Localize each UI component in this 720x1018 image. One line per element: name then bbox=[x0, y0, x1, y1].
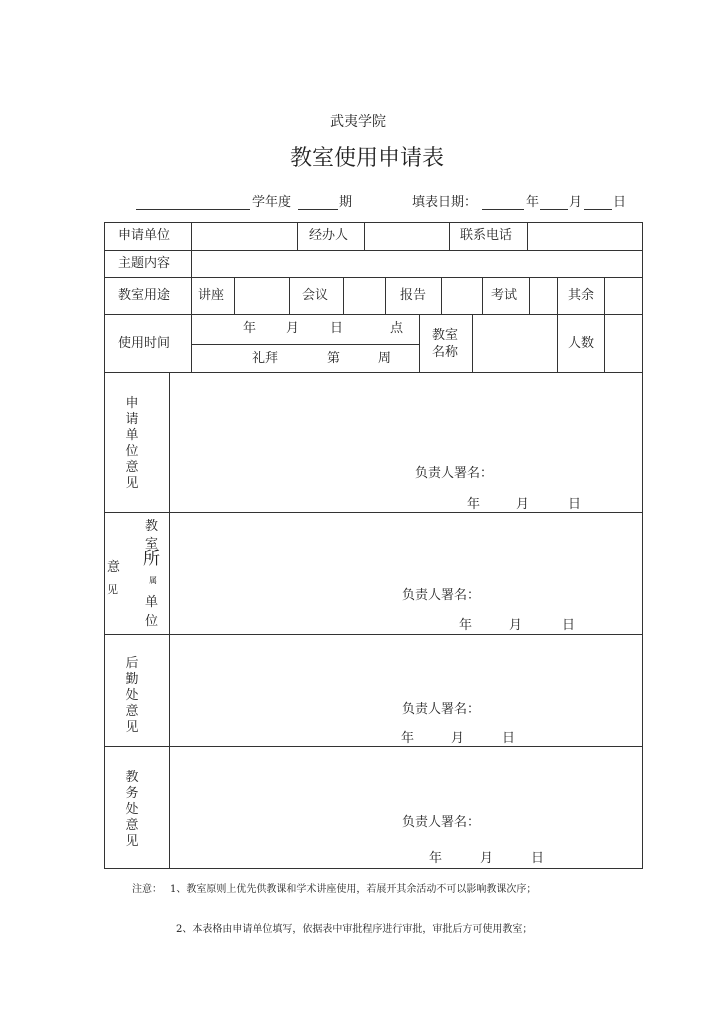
usage-meeting-checkbox[interactable] bbox=[345, 279, 384, 313]
owner-side-2: 见 bbox=[107, 583, 118, 596]
owner-char-1: 教 bbox=[145, 519, 159, 534]
usage-report-checkbox[interactable] bbox=[443, 279, 481, 313]
academic-sign-label: 负责人署名： bbox=[402, 815, 481, 830]
owner-year: 年 bbox=[459, 618, 473, 633]
note-2: 2、本表格由申请单位填写，依据表中审批程序进行审批，审批后方可使用教室； bbox=[176, 924, 533, 935]
usage-option-exam: 考试 bbox=[491, 288, 518, 303]
logistics-year: 年 bbox=[401, 731, 415, 746]
usage-label: 教室用途 bbox=[118, 288, 171, 303]
time-year-label: 年 bbox=[243, 321, 257, 336]
academic-year-blank[interactable] bbox=[136, 209, 250, 210]
fill-month-blank[interactable] bbox=[540, 209, 568, 210]
applicant-sign-label: 负责人署名： bbox=[415, 466, 494, 481]
form-title: 教室使用申请表 bbox=[290, 146, 445, 171]
applicant-opinion-label: 申请单位意见 bbox=[125, 396, 139, 491]
fill-day-blank[interactable] bbox=[584, 209, 612, 210]
logistics-sign-label: 负责人署名： bbox=[402, 702, 481, 717]
owner-char-2: 室 bbox=[145, 537, 159, 552]
contact-phone-label: 联系电话 bbox=[460, 228, 513, 243]
owner-side-1: 意 bbox=[107, 560, 121, 575]
week-label: 礼拜 bbox=[252, 351, 279, 366]
applicant-unit-field[interactable] bbox=[193, 224, 296, 249]
usage-other-checkbox[interactable] bbox=[606, 279, 641, 313]
owner-sign-label: 负责人署名： bbox=[402, 588, 481, 603]
academic-opinion-label: 教务处意见 bbox=[125, 770, 139, 849]
academic-opinion-field[interactable] bbox=[171, 748, 641, 867]
usage-lecture-checkbox[interactable] bbox=[236, 279, 288, 313]
applicant-year: 年 bbox=[467, 497, 481, 512]
institution-name: 武夷学院 bbox=[330, 114, 386, 130]
academic-month: 月 bbox=[480, 851, 494, 866]
academic-year: 年 bbox=[429, 851, 443, 866]
time-hour-label: 点 bbox=[390, 321, 404, 336]
handler-field[interactable] bbox=[366, 224, 448, 249]
owner-char-3: 所 bbox=[143, 549, 160, 569]
usage-option-meeting: 会议 bbox=[302, 288, 329, 303]
time-day-label: 日 bbox=[330, 321, 344, 336]
notes-label: 注意： bbox=[132, 884, 162, 895]
people-count-label: 人数 bbox=[568, 336, 595, 351]
topic-label: 主题内容 bbox=[118, 256, 171, 271]
week-unit-label: 周 bbox=[378, 351, 392, 366]
owner-month: 月 bbox=[509, 618, 523, 633]
fill-date-label: 填表日期： bbox=[412, 195, 478, 210]
fill-month-label: 月 bbox=[569, 195, 583, 210]
owner-char-6: 位 bbox=[145, 614, 159, 629]
owner-char-5: 单 bbox=[145, 595, 159, 610]
usage-option-report: 报告 bbox=[400, 288, 427, 303]
applicant-opinion-field[interactable] bbox=[171, 374, 641, 510]
academic-year-label: 学年度 bbox=[252, 195, 292, 210]
applicant-day: 日 bbox=[568, 497, 582, 512]
usage-exam-checkbox[interactable] bbox=[531, 279, 556, 313]
owner-char-4: 属 bbox=[149, 576, 157, 585]
owner-day: 日 bbox=[562, 618, 576, 633]
term-label: 期 bbox=[339, 195, 353, 210]
logistics-day: 日 bbox=[502, 731, 516, 746]
logistics-opinion-field[interactable] bbox=[171, 636, 641, 744]
logistics-opinion-label: 后勤处意见 bbox=[125, 656, 139, 735]
note-1: 1、教室原则上优先供教课和学术讲座使用，若展开其余活动不可以影响教课次序； bbox=[170, 884, 537, 895]
fill-year-blank[interactable] bbox=[482, 209, 524, 210]
logistics-month: 月 bbox=[451, 731, 465, 746]
topic-field[interactable] bbox=[193, 252, 641, 276]
fill-day-label: 日 bbox=[613, 195, 627, 210]
usage-option-other: 其余 bbox=[568, 288, 595, 303]
handler-label: 经办人 bbox=[309, 228, 349, 243]
week-no-label: 第 bbox=[327, 351, 341, 366]
time-month-label: 月 bbox=[286, 321, 300, 336]
applicant-unit-label: 申请单位 bbox=[118, 228, 171, 243]
contact-phone-field[interactable] bbox=[529, 224, 641, 249]
people-count-field[interactable] bbox=[606, 316, 641, 371]
room-name-label: 教室名称 bbox=[432, 328, 459, 360]
academic-day: 日 bbox=[531, 851, 545, 866]
usage-option-lecture: 讲座 bbox=[198, 288, 225, 303]
use-time-label: 使用时间 bbox=[118, 336, 171, 351]
room-name-field[interactable] bbox=[474, 316, 556, 371]
fill-year-label: 年 bbox=[526, 195, 540, 210]
owner-opinion-field[interactable] bbox=[171, 514, 641, 632]
applicant-month: 月 bbox=[516, 497, 530, 512]
term-blank[interactable] bbox=[298, 209, 338, 210]
